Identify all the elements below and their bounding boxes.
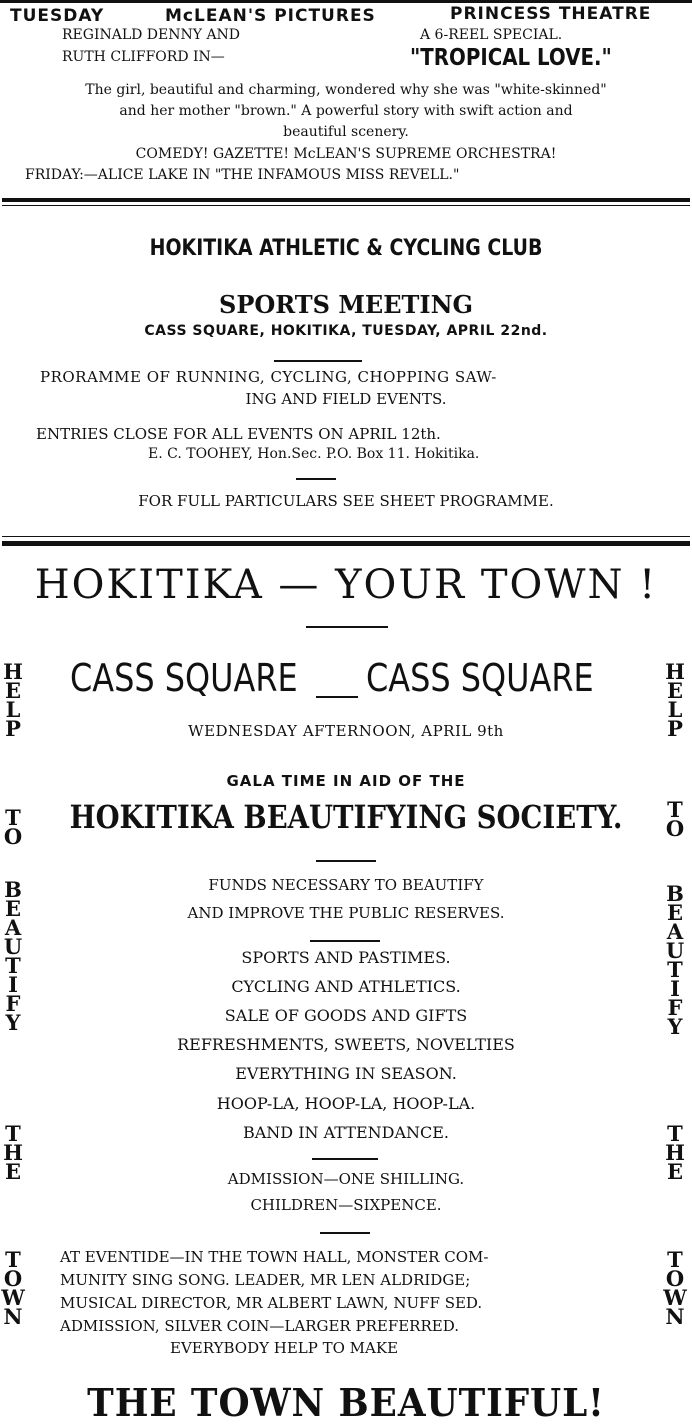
side-letter: O: [665, 816, 685, 841]
side-letter: E: [4, 1159, 21, 1184]
side-letter: F: [5, 991, 21, 1016]
eventide-line-1: AT EVENTIDE—IN THE TOWN HALL, MONSTER COM-: [60, 1248, 489, 1266]
extras-line: COMEDY! GAZETTE! McLEAN'S SUPREME ORCHESTRA!: [135, 146, 557, 162]
side-letter: T: [667, 957, 683, 982]
side-word-to-left: [0, 805, 26, 849]
side-letter: P: [667, 716, 683, 741]
blurb-line-2: and her mother "brown." A powerful story with swift action and: [119, 103, 573, 119]
theatre-label: PRINCESS THEATRE: [450, 4, 652, 24]
blurb-line-1: The girl, beautiful and charming, wondered why she was "white-skinned": [85, 82, 607, 98]
attraction-4: REFRESHMENTS, SWEETS, NOVELTIES: [177, 1035, 515, 1054]
side-letter: H: [665, 1140, 685, 1165]
programme-line-1: PRORAMME OF RUNNING, CYCLING, CHOPPING SAW-: [40, 368, 497, 386]
admission-line-1: ADMISSION—ONE SHILLING.: [227, 1170, 465, 1188]
venue-label: McLEAN'S PICTURES: [165, 6, 376, 26]
side-letter: L: [667, 697, 683, 722]
side-word-beautify-left: [0, 877, 26, 1035]
side-letter: E: [666, 678, 683, 703]
side-letter: Y: [667, 1014, 683, 1039]
venue-underline: [316, 696, 358, 698]
side-letter: T: [5, 953, 21, 978]
side-letter: T: [5, 1121, 21, 1146]
eventide-line-2: MUNITY SING SONG. LEADER, MR LEN ALDRIDGE;: [60, 1271, 471, 1289]
short-rule-3: [306, 626, 388, 628]
side-letter: B: [666, 881, 684, 906]
entries-line: ENTRIES CLOSE FOR ALL EVENTS ON APRIL 12th.: [36, 425, 441, 443]
venue-right: CASS SQUARE: [366, 656, 594, 700]
short-rule-7: [320, 1232, 370, 1234]
film-title: "TROPICAL LOVE.": [410, 45, 612, 71]
side-letter: A: [666, 919, 684, 944]
programme-line-2: ING AND FIELD EVENTS.: [245, 390, 447, 408]
side-letter: H: [665, 659, 685, 684]
side-word-help-left: [0, 659, 26, 741]
side-letter: W: [663, 1285, 687, 1310]
stars-line-2: RUTH CLIFFORD IN—: [62, 49, 225, 65]
blurb-line-3: beautiful scenery.: [283, 124, 409, 140]
top-border: [0, 0, 692, 3]
divider-2b: [2, 541, 690, 546]
gala-line: GALA TIME IN AID OF THE: [226, 772, 466, 790]
closing-headline: THE TOWN BEAUTIFUL!: [87, 1380, 605, 1425]
side-word-the-left: [0, 1121, 26, 1184]
side-letter: W: [1, 1285, 25, 1310]
side-letter: Y: [5, 1010, 21, 1035]
club-name: HOKITIKA ATHLETIC & CYCLING CLUB: [149, 236, 543, 261]
venue-left: CASS SQUARE: [70, 656, 298, 700]
eventide-line-4: ADMISSION, SILVER COIN—LARGER PREFERRED.: [60, 1317, 459, 1335]
side-word-beautify-right: [662, 881, 688, 1039]
stars-line-1: REGINALD DENNY AND: [62, 27, 241, 43]
side-letter: L: [5, 697, 21, 722]
side-letter: T: [5, 805, 21, 830]
admission-line-2: CHILDREN—SIXPENCE.: [250, 1196, 442, 1214]
secretary-line: E. C. TOOHEY, Hon.Sec. P.O. Box 11. Hokitika.: [148, 446, 480, 462]
eventide-line-5: EVERYBODY HELP TO MAKE: [170, 1339, 399, 1357]
side-letter: P: [5, 716, 21, 741]
town-headline: HOKITIKA — YOUR TOWN !: [34, 562, 658, 608]
attraction-6: HOOP-LA, HOOP-LA, HOOP-LA.: [216, 1094, 476, 1113]
side-letter: I: [8, 972, 18, 997]
side-letter: O: [3, 824, 23, 849]
side-letter: H: [3, 1140, 23, 1165]
side-letter: O: [665, 1266, 685, 1291]
attraction-7: BAND IN ATTENDANCE.: [242, 1123, 450, 1142]
funds-line-1: FUNDS NECESSARY TO BEAUTIFY: [208, 876, 484, 894]
side-word-town-left: [0, 1247, 26, 1329]
side-letter: E: [666, 900, 683, 925]
attraction-2: CYCLING AND ATHLETICS.: [231, 977, 461, 996]
short-rule-2: [296, 478, 336, 480]
society-name: HOKITIKA BEAUTIFYING SOCIETY.: [69, 798, 623, 836]
side-letter: N: [665, 1304, 685, 1329]
side-word-help-right: [662, 659, 688, 741]
side-letter: B: [4, 877, 22, 902]
side-letter: F: [667, 995, 683, 1020]
side-letter: U: [3, 934, 23, 959]
event-date: WEDNESDAY AFTERNOON, APRIL 9th: [188, 722, 504, 740]
day-label: TUESDAY: [10, 6, 105, 26]
side-letter: T: [667, 1247, 683, 1272]
side-word-the-right: [662, 1121, 688, 1184]
divider-1b: [2, 205, 690, 206]
friday-line: FRIDAY:—ALICE LAKE IN "THE INFAMOUS MISS REVELL.": [25, 167, 460, 183]
reel-label: A 6-REEL SPECIAL.: [420, 27, 563, 43]
side-letter: E: [4, 678, 21, 703]
where-when-line: CASS SQUARE, HOKITIKA, TUESDAY, APRIL 22nd.: [144, 323, 548, 339]
short-rule-5: [310, 940, 380, 942]
attraction-3: SALE OF GOODS AND GIFTS: [224, 1006, 468, 1025]
side-word-to-right: [662, 797, 688, 841]
short-rule-1: [274, 360, 362, 362]
funds-line-2: AND IMPROVE THE PUBLIC RESERVES.: [187, 904, 505, 922]
side-letter: N: [3, 1304, 23, 1329]
short-rule-4: [316, 860, 376, 862]
side-letter: T: [667, 797, 683, 822]
side-letter: T: [5, 1247, 21, 1272]
divider-1: [2, 198, 690, 202]
attraction-5: EVERYTHING IN SEASON.: [235, 1064, 457, 1083]
divider-2: [2, 536, 690, 537]
eventide-line-3: MUSICAL DIRECTOR, MR ALBERT LAWN, NUFF SED.: [60, 1294, 483, 1312]
sports-meeting-title: SPORTS MEETING: [218, 290, 474, 319]
particulars-line: FOR FULL PARTICULARS SEE SHEET PROGRAMME.: [138, 492, 554, 510]
side-letter: I: [670, 976, 680, 1001]
side-word-town-right: [662, 1247, 688, 1329]
side-letter: E: [4, 896, 21, 921]
attraction-1: SPORTS AND PASTIMES.: [241, 948, 451, 967]
side-letter: U: [665, 938, 685, 963]
side-letter: O: [3, 1266, 23, 1291]
side-letter: H: [3, 659, 23, 684]
short-rule-6: [312, 1158, 378, 1160]
side-letter: A: [4, 915, 22, 940]
side-letter: E: [666, 1159, 683, 1184]
side-letter: T: [667, 1121, 683, 1146]
